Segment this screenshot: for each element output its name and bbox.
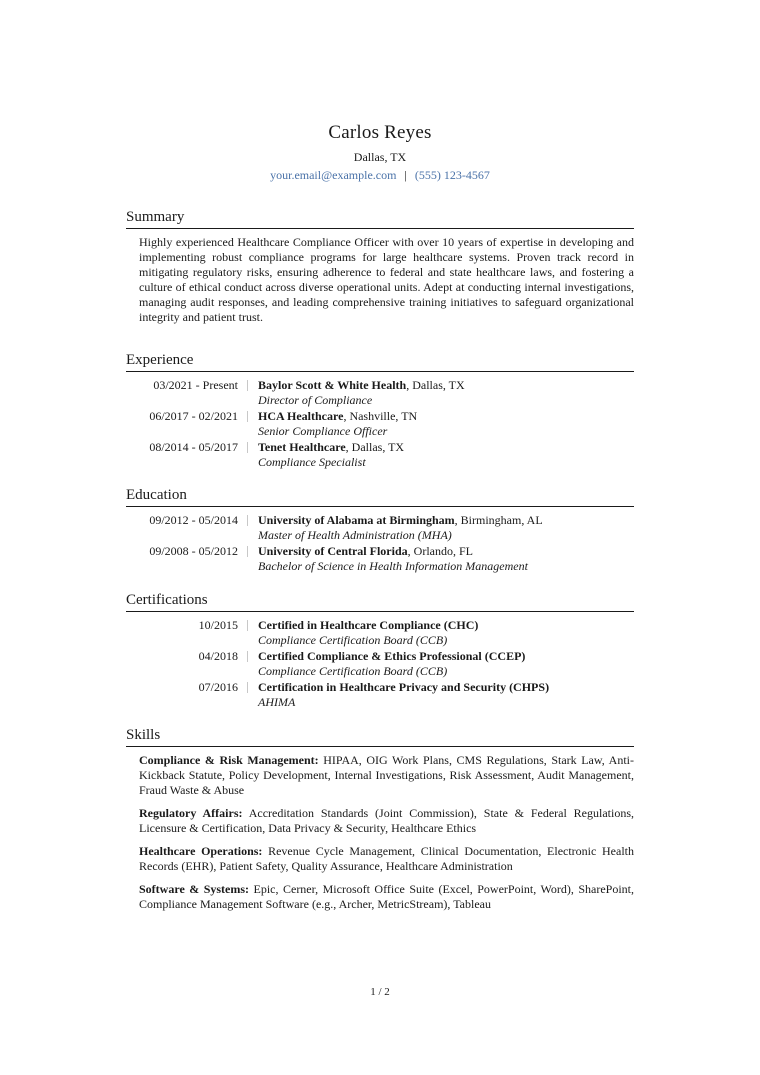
certification-issuer: Compliance Certification Board (CCB) [258, 633, 448, 647]
school-location: , Orlando, FL [407, 544, 473, 558]
entry-content [258, 440, 634, 470]
certification-name: Certified Compliance & Ethics Professional (CCEP) [258, 649, 526, 663]
skill-group-text: Accreditation Standards (Joint Commission), State & Federal Regulations, Licensure & Certification, Data Privacy & Security, Healthcare Ethics [139, 806, 634, 835]
summary-section [126, 208, 634, 325]
entry-content [258, 513, 634, 543]
section-title: Skills [126, 726, 634, 747]
skill-group [126, 806, 634, 836]
employer-location: , Nashville, TN [343, 409, 418, 423]
certification-issuer: AHIMA [258, 695, 296, 709]
school-name: University of Alabama at Birmingham [258, 513, 455, 527]
degree: Master of Health Administration (MHA) [258, 528, 452, 542]
experience-entry [126, 378, 634, 409]
skill-group-text: Revenue Cycle Management, Clinical Documentation, Electronic Health Records (EHR), Patient Safety, Quality Assurance, Healthcare Administration [139, 844, 634, 873]
experience-list [126, 378, 634, 471]
certifications-list [126, 618, 634, 711]
experience-entry [126, 409, 634, 440]
certification-entry [126, 618, 634, 649]
school-name: University of Central Florida [258, 544, 408, 558]
section-title: Summary [126, 208, 634, 229]
entry-divider [247, 546, 248, 557]
skill-group-text: Epic, Cerner, Microsoft Office Suite (Excel, PowerPoint, Word), SharePoint, Compliance Management Software (e.g., Archer, MetricStream), Tableau [139, 882, 635, 911]
education-entry [126, 513, 634, 544]
entry-content [258, 618, 634, 648]
degree: Bachelor of Science in Health Information Management [258, 559, 528, 573]
entry-date: 06/2017 - 02/2021 [149, 409, 238, 423]
skill-group [126, 844, 634, 874]
entry-date: 09/2008 - 05/2012 [149, 544, 238, 558]
skills-section [126, 726, 634, 920]
entry-content [258, 680, 634, 710]
school-location: , Birmingham, AL [454, 513, 543, 527]
experience-section [126, 351, 634, 471]
skills-list [126, 753, 634, 912]
section-title: Experience [126, 351, 634, 372]
candidate-name: Carlos Reyes [328, 122, 432, 143]
education-section [126, 486, 634, 575]
page-number: 1 / 2 [370, 986, 390, 998]
entry-divider [247, 380, 248, 391]
entry-divider [247, 620, 248, 631]
contact-separator: | [404, 168, 407, 182]
entry-date: 09/2012 - 05/2014 [149, 513, 238, 527]
entry-divider [247, 411, 248, 422]
email-link[interactable]: your.email@example.com [270, 168, 397, 182]
summary-text: Highly experienced Healthcare Compliance Officer with over 10 years of expertise in developing and implementing robust compliance programs for large healthcare systems. Proven track record in mitigating regulatory risks, ensuring adherence to federal and state healthcare laws, and fostering a culture of ethical conduct across diverse operational units. Adept at conducting internal investigations, managing audit responses, and leading comprehensive training initiatives to safeguard organizational integrity and patient trust. [139, 235, 634, 324]
education-entry [126, 544, 634, 575]
employer-name: Baylor Scott & White Health [258, 378, 407, 392]
certification-name: Certification in Healthcare Privacy and Security (CHPS) [258, 680, 550, 694]
entry-divider [247, 682, 248, 693]
job-title: Senior Compliance Officer [258, 424, 388, 438]
skill-group-text: HIPAA, OIG Work Plans, CMS Regulations, Stark Law, Anti-Kickback Statute, Policy Development, Internal Investigations, Risk Assessment, Audit Management, Fraud Waste & Abuse [139, 753, 634, 797]
entry-content [258, 544, 634, 574]
skill-group [126, 882, 634, 912]
employer-name: Tenet Healthcare [258, 440, 346, 454]
employer-location: , Dallas, TX [345, 440, 405, 454]
skill-group-label: Compliance & Risk Management: [139, 753, 319, 767]
entry-date: 08/2014 - 05/2017 [149, 440, 238, 454]
entry-divider [247, 515, 248, 526]
section-title: Education [126, 486, 634, 507]
certification-entry [126, 680, 634, 711]
entry-content [258, 378, 634, 408]
section-title: Certifications [126, 591, 634, 612]
entry-date: 03/2021 - Present [153, 378, 238, 392]
employer-location: , Dallas, TX [406, 378, 465, 392]
skill-group [126, 753, 634, 798]
phone-link[interactable]: (555) 123-4567 [414, 168, 490, 182]
skill-group-label: Regulatory Affairs: [139, 806, 243, 820]
certification-name: Certified in Healthcare Compliance (CHC) [258, 618, 479, 632]
employer-name: HCA Healthcare [258, 409, 344, 423]
job-title: Director of Compliance [258, 393, 373, 407]
entry-divider [247, 442, 248, 453]
candidate-location: Dallas, TX [353, 150, 407, 164]
skill-group-label: Healthcare Operations: [139, 844, 263, 858]
certifications-section [126, 591, 634, 711]
entry-divider [247, 651, 248, 662]
entry-content [258, 649, 634, 679]
entry-date: 07/2016 [198, 680, 238, 694]
job-title: Compliance Specialist [258, 455, 366, 469]
experience-entry [126, 440, 634, 471]
entry-date: 10/2015 [198, 618, 238, 632]
entry-date: 04/2018 [198, 649, 238, 663]
skill-group-label: Software & Systems: [139, 882, 250, 896]
certification-entry [126, 649, 634, 680]
certification-issuer: Compliance Certification Board (CCB) [258, 664, 448, 678]
entry-content [258, 409, 634, 439]
contact-line [0, 168, 760, 183]
education-list [126, 513, 634, 575]
